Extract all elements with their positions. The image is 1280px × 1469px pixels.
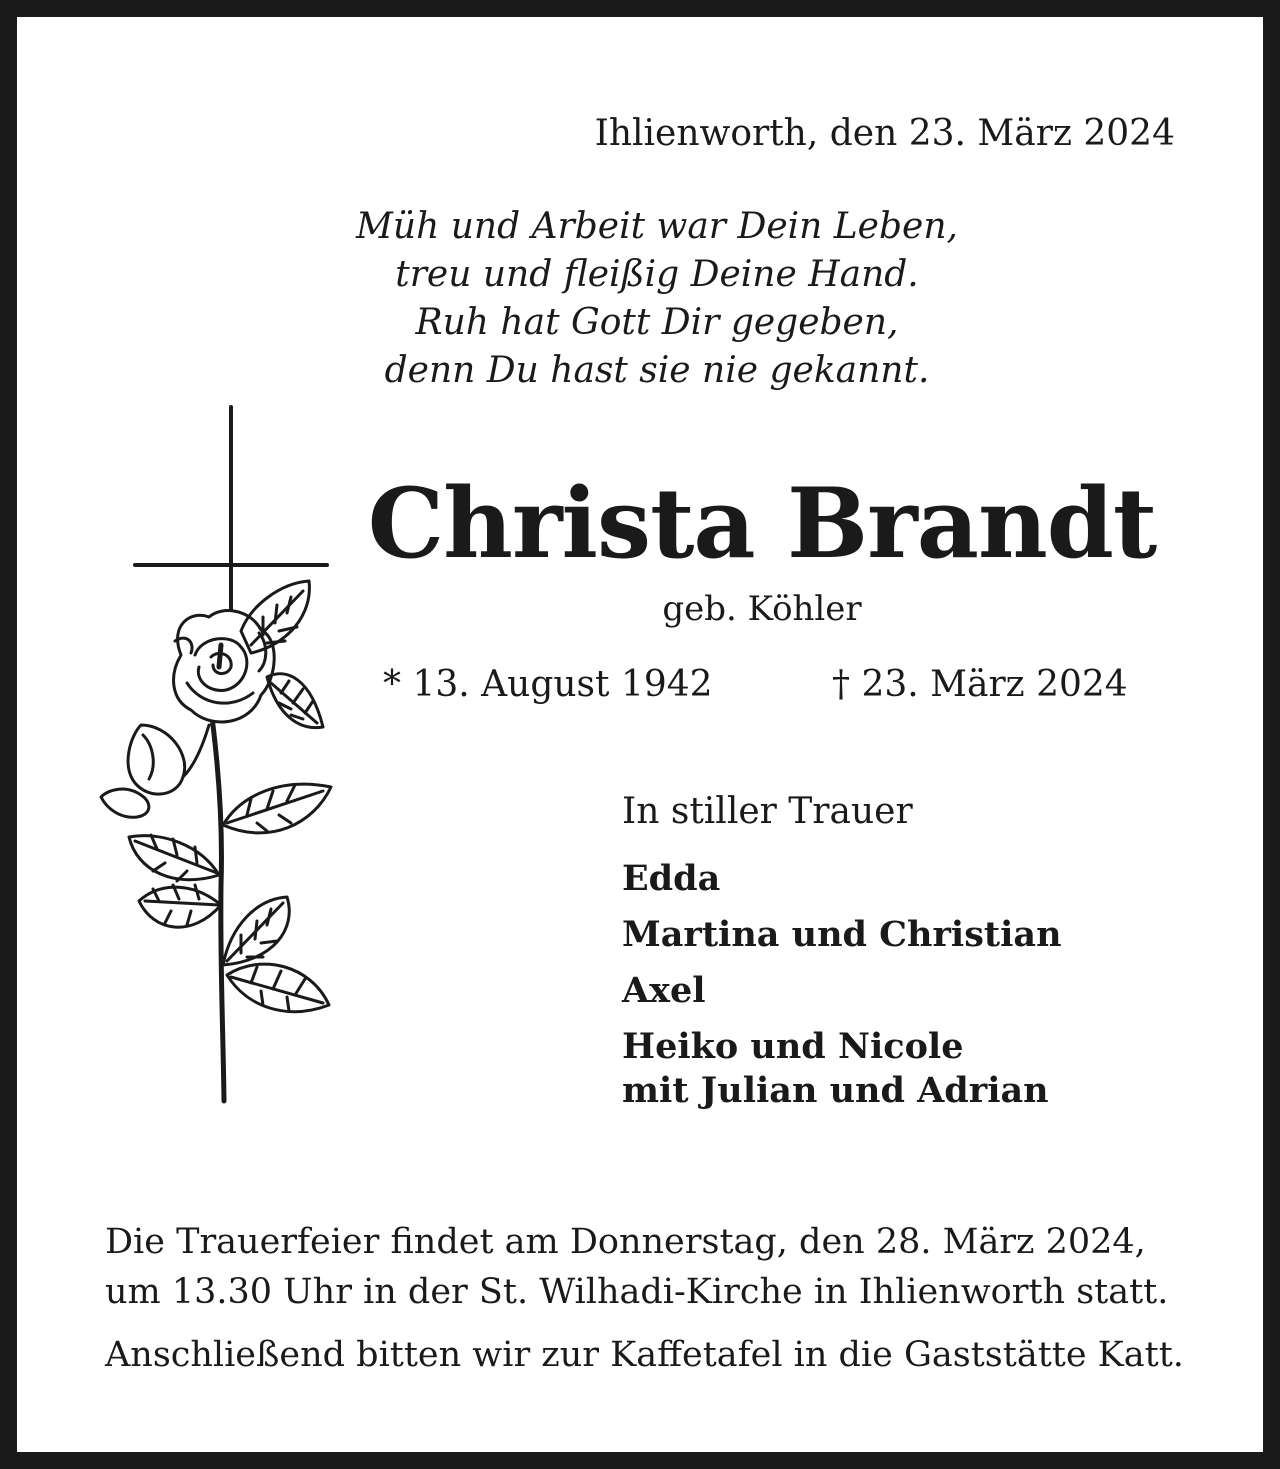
place-date: Ihlienworth, den 23. März 2024 bbox=[594, 113, 1175, 154]
poem-line: Ruh hat Gott Dir gegeben, bbox=[415, 302, 899, 343]
poem-line: treu und fleißig Deine Hand. bbox=[395, 254, 919, 295]
mourning-label: In stiller Trauer bbox=[622, 791, 913, 832]
family-member: Edda bbox=[622, 858, 721, 899]
ceremony-line: um 13.30 Uhr in der St. Wilhadi-Kirche in Ihlienworth statt. bbox=[105, 1272, 1169, 1312]
poem-line: Müh und Arbeit war Dein Leben, bbox=[356, 206, 958, 247]
family-member: Martina und Christian bbox=[622, 914, 1062, 955]
poem bbox=[257, 203, 1057, 395]
ceremony-info bbox=[105, 1217, 1210, 1317]
maiden-name: geb. Köhler bbox=[662, 589, 862, 629]
poem-line: denn Du hast sie nie gekannt. bbox=[384, 350, 930, 391]
family-member: Axel bbox=[622, 970, 706, 1011]
family-list bbox=[622, 857, 1062, 1113]
death-date: † 23. März 2024 bbox=[832, 664, 1128, 705]
birth-date: * 13. August 1942 bbox=[383, 664, 713, 705]
reception-info: Anschließend bitten wir zur Kaffetafel in die Gaststätte Katt. bbox=[105, 1335, 1184, 1375]
cross-with-rose-icon bbox=[91, 405, 341, 1105]
family-member: Heiko und Nicole bbox=[622, 1026, 964, 1067]
ceremony-line: Die Trauerfeier findet am Donnerstag, den 28. März 2024, bbox=[105, 1222, 1146, 1262]
family-member: mit Julian und Adrian bbox=[622, 1070, 1049, 1111]
deceased-name: Christa Brandt bbox=[367, 467, 1157, 580]
